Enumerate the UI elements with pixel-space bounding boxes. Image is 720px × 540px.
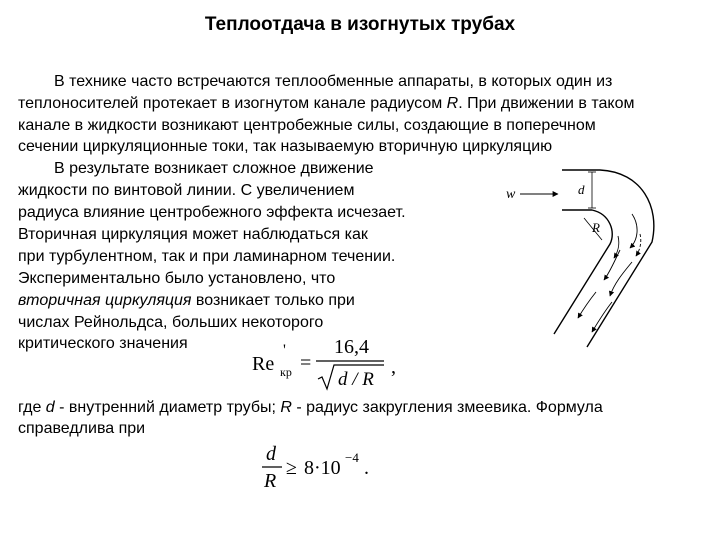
formula2-relation: ≥ (286, 457, 297, 479)
para2-line-9: критического значения (18, 335, 188, 352)
formula-re-subscript: кр (280, 365, 292, 379)
para2-line-5: при турбулентном, так и при ламинарном течении. (18, 248, 396, 265)
para2-line-4: Вторичная циркуляция может наблюдаться как (18, 226, 368, 243)
formula2-coefficient: 8·10 (304, 457, 341, 479)
formula-re-symbol: Re (252, 353, 275, 375)
diameter-label: d (578, 182, 585, 197)
para3-line-2: справедлива при (18, 420, 146, 437)
formula2-numerator: d (266, 443, 276, 465)
para2-line-2: жидкости по винтовой линии. С увеличением (18, 182, 355, 199)
para1-line-2: теплоносителей протекает в изогнутом канале радиусом R. При движении в таком (18, 95, 635, 112)
formula-numerator: 16,4 (334, 336, 369, 358)
para2-line-8: числах Рейнольдса, больших некоторого (18, 314, 324, 331)
para2-line-7: вторичная циркуляция возникает только при (18, 292, 355, 309)
circulation-arrow-icon (604, 250, 620, 280)
pipe-inner-wall (554, 210, 612, 334)
formula2-exponent: −4 (345, 450, 359, 465)
circulation-arrow-icon (630, 214, 637, 248)
pipe-outer-wall (562, 170, 654, 347)
page-title: Теплоотдача в изогнутых трубах (204, 14, 516, 35)
formula-re-prime: ' (283, 342, 286, 359)
reynolds-critical-formula (250, 333, 420, 393)
para2-line-6: Экспериментально было установлено, что (18, 270, 336, 287)
radius-label: R (592, 220, 600, 235)
circulation-arrow-icon (592, 302, 612, 332)
circulation-arrow-icon (578, 292, 596, 318)
formula-denominator: d / R (338, 369, 374, 390)
para1-line-1: В технике часто встречаются теплообменные аппараты, в которых один из (54, 73, 613, 90)
curvature-condition-formula (260, 440, 390, 500)
para1-line-4: сечении циркуляционные токи, так называемую вторичную циркуляцию (18, 138, 553, 155)
formula2-period: . (364, 457, 369, 479)
formula-equals: = (300, 352, 312, 374)
flow-velocity-label: w (506, 187, 516, 202)
para1-line-3: канале в жидкости возникают центробежные силы, создающие в поперечном (18, 117, 596, 134)
para2-line-1: В результате возникает сложное движение (54, 160, 374, 177)
para3-line-1: где d - внутренний диаметр трубы; R - радиус закругления змеевика. Формула (18, 399, 603, 416)
circulation-arrow-icon (636, 234, 641, 256)
para2-line-3: радиуса влияние центробежного эффекта исчезает. (18, 204, 406, 221)
formula-comma: , (391, 356, 396, 378)
bent-pipe-diagram (492, 162, 692, 362)
formula2-denominator: R (264, 470, 277, 492)
